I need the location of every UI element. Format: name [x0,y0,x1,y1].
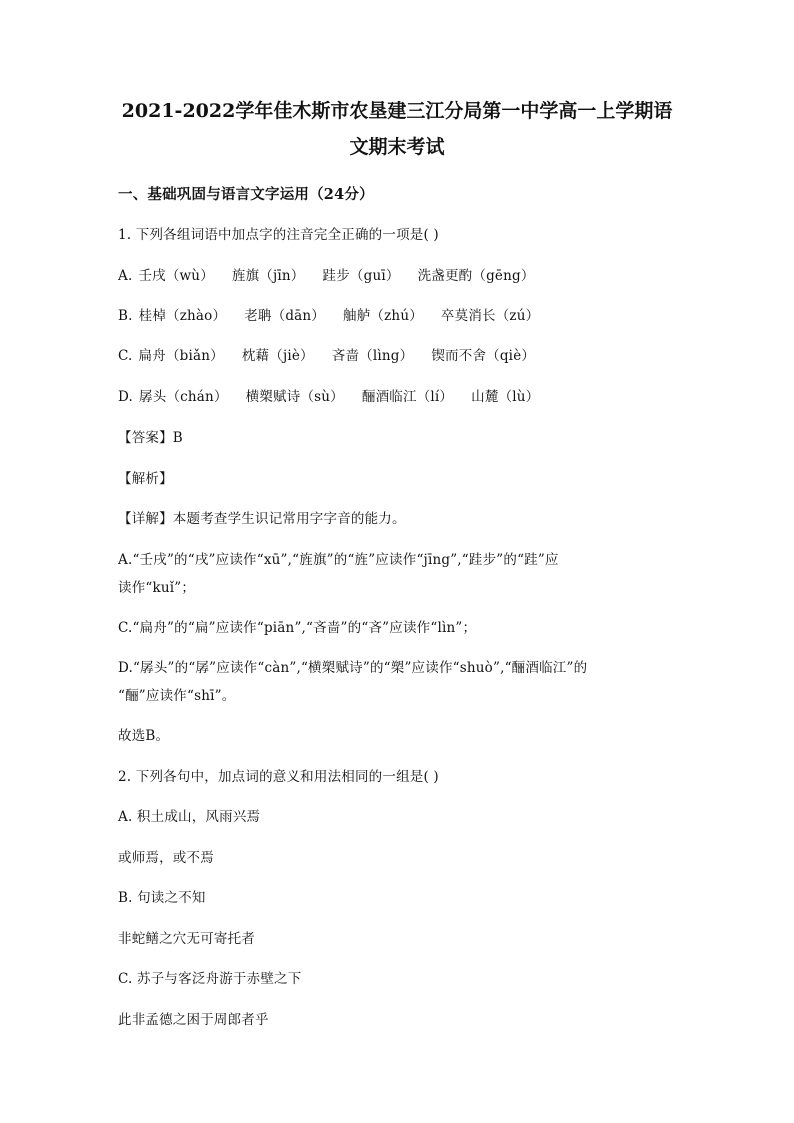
option-label: C. [118,348,133,364]
option-item: 旌旗（jīn） [231,268,305,284]
option-item: 卒莫消长（zú） [440,308,540,324]
question-1-option-c [118,344,553,364]
analysis-label: 【解析】 [118,471,173,487]
question-2-option-b-line1: B. 句读之不知 [118,890,206,906]
question-1-option-d [118,385,557,405]
explanation-a-line1: A.“壬戌”的“戌”应读作“xū”,“旌旗”的“旌”应读作“jīng”,“跬步”的“跬”应 [118,552,559,568]
question-1-option-b [118,304,557,324]
document-title-line2: 文期末考试 [349,136,445,158]
question-2-option-b-line2: 非蛇鳝之穴无可寄托者 [118,931,255,947]
option-item: 山麓（lù） [471,389,540,405]
option-item: 壬戌（wù） [138,268,214,284]
option-item: 酾酒临江（lí） [361,389,454,405]
option-item: 舳舻（zhú） [343,308,423,324]
document-title-line1: 2021-2022学年佳木斯市农垦建三江分局第一中学高一上学期语 [121,100,673,122]
question-2-option-c-line2: 此非孟德之困于周郎者乎 [118,1012,269,1028]
answer-line: 【答案】B [118,430,183,446]
question-2-option-a-line2: 或师焉，或不焉 [118,850,214,866]
option-item: 扁舟（biǎn） [138,348,224,364]
conclusion: 故选B。 [118,728,170,744]
option-item: 跬步（guī） [322,268,400,284]
option-label: B. [118,308,133,324]
detail-line: 【详解】本题考查学生识记常用字字音的能力。 [118,511,406,527]
explanation-c: C.“扁舟”的“扁”应读作“piān”,“吝啬”的“吝”应读作“lìn”； [118,620,477,636]
question-2-stem: 2. 下列各句中，加点词的意义和用法相同的一组是( ) [118,769,439,785]
option-item: 桂棹（zhào） [138,308,227,324]
option-item: 横槊赋诗（sù） [245,389,344,405]
option-label: D. [118,389,134,405]
option-label: A. [118,268,133,284]
section-heading: 一、基础巩固与语言文字运用（24分） [118,186,374,203]
option-item: 孱头（chán） [139,389,228,405]
option-item: 锲而不舍（qiè） [431,348,536,364]
option-item: 吝啬（lìng） [331,348,414,364]
option-item: 老聃（dān） [244,308,326,324]
question-1-stem: 1. 下列各组词语中加点字的注音完全正确的一项是( ) [118,227,439,243]
explanation-a-line2: 读作“kuǐ”； [118,580,196,596]
explanation-d-line2: “酾”应读作“shī”。 [118,688,236,704]
question-1-option-a [118,264,553,284]
explanation-d-line1: D.“孱头”的“孱”应读作“càn”,“横槊赋诗”的“槊”应读作“shuò”,“酾酒临江”的 [118,660,588,676]
question-2-option-c-line1: C. 苏子与客泛舟游于赤壁之下 [118,971,302,987]
question-2-option-a-line1: A. 积土成山，风雨兴焉 [118,809,261,825]
option-item: 枕藉（jiè） [241,348,314,364]
option-item: 洗盏更酌（gēng） [417,268,535,284]
